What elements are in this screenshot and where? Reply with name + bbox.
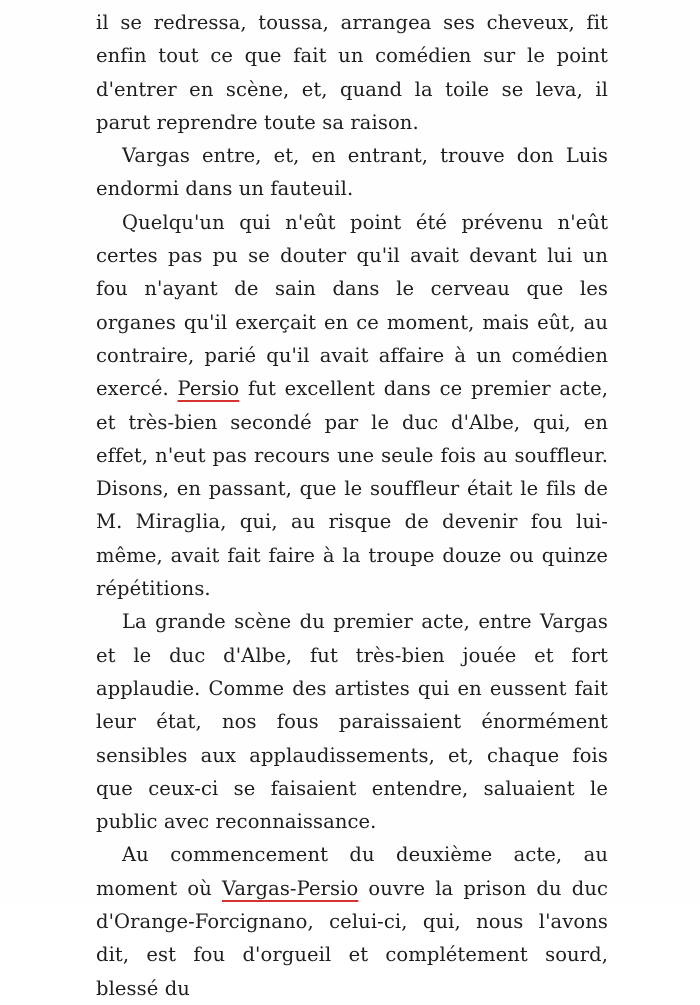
paragraph-3 [96,206,608,606]
text-segment: Au commencement du deuxième acte, au moment où [96,843,608,900]
body-text [96,6,608,1005]
text-segment: Quelqu'un qui n'eût point été prévenu n'eût certes pas pu se douter qu'il avait devant lui un fou n'ayant de sain dans le cerveau que les organes qu'il exerçait en ce moment, mais eût, au contraire, parié qu'il avait affaire à un comédien exercé. [96,210,608,401]
highlighted-name: Vargas-Persio [221,876,359,900]
text-segment: fut excellent dans ce premier acte, et très-bien secondé par le duc d'Albe, qui, en effet, n'eut pas recours une seule fois au souffleur. Disons, en passant, que le souffleur était le fils de M. Miraglia, qui, au risque de devenir fou lui-même, avait fait faire à la troupe douze ou quinze répétitions. [96,377,609,601]
paragraph-1 [96,6,608,139]
highlighted-name: Persio [177,377,240,401]
paragraph-2 [96,139,608,206]
text-segment: Vargas entre, et, en entrant, trouve don Luis endormi dans un fauteuil. [96,144,608,201]
paragraph-5 [96,838,608,1004]
text-segment: il se redressa, toussa, arrangea ses cheveux, fit enfin tout ce que fait un comédien sur le point d'entrer en scène, et, quand la toile se leva, il parut reprendre toute sa raison. [96,11,608,134]
paragraph-4 [96,605,608,838]
text-segment: La grande scène du premier acte, entre Vargas et le duc d'Albe, fut très-bien jouée et fort applaudie. Comme des artistes qui en eussent fait leur état, nos fous paraissaient énormément sensibles aux applaudissements, et, chaque fois que ceux-ci se faisaient entendre, saluaient le public avec reconnaissance. [96,610,608,834]
text-segment: ouvre la prison du duc d'Orange-Forcignano, celui-ci, qui, nous l'avons dit, est fou d'orgueil et complétement sourd, blessé du [96,876,609,1000]
